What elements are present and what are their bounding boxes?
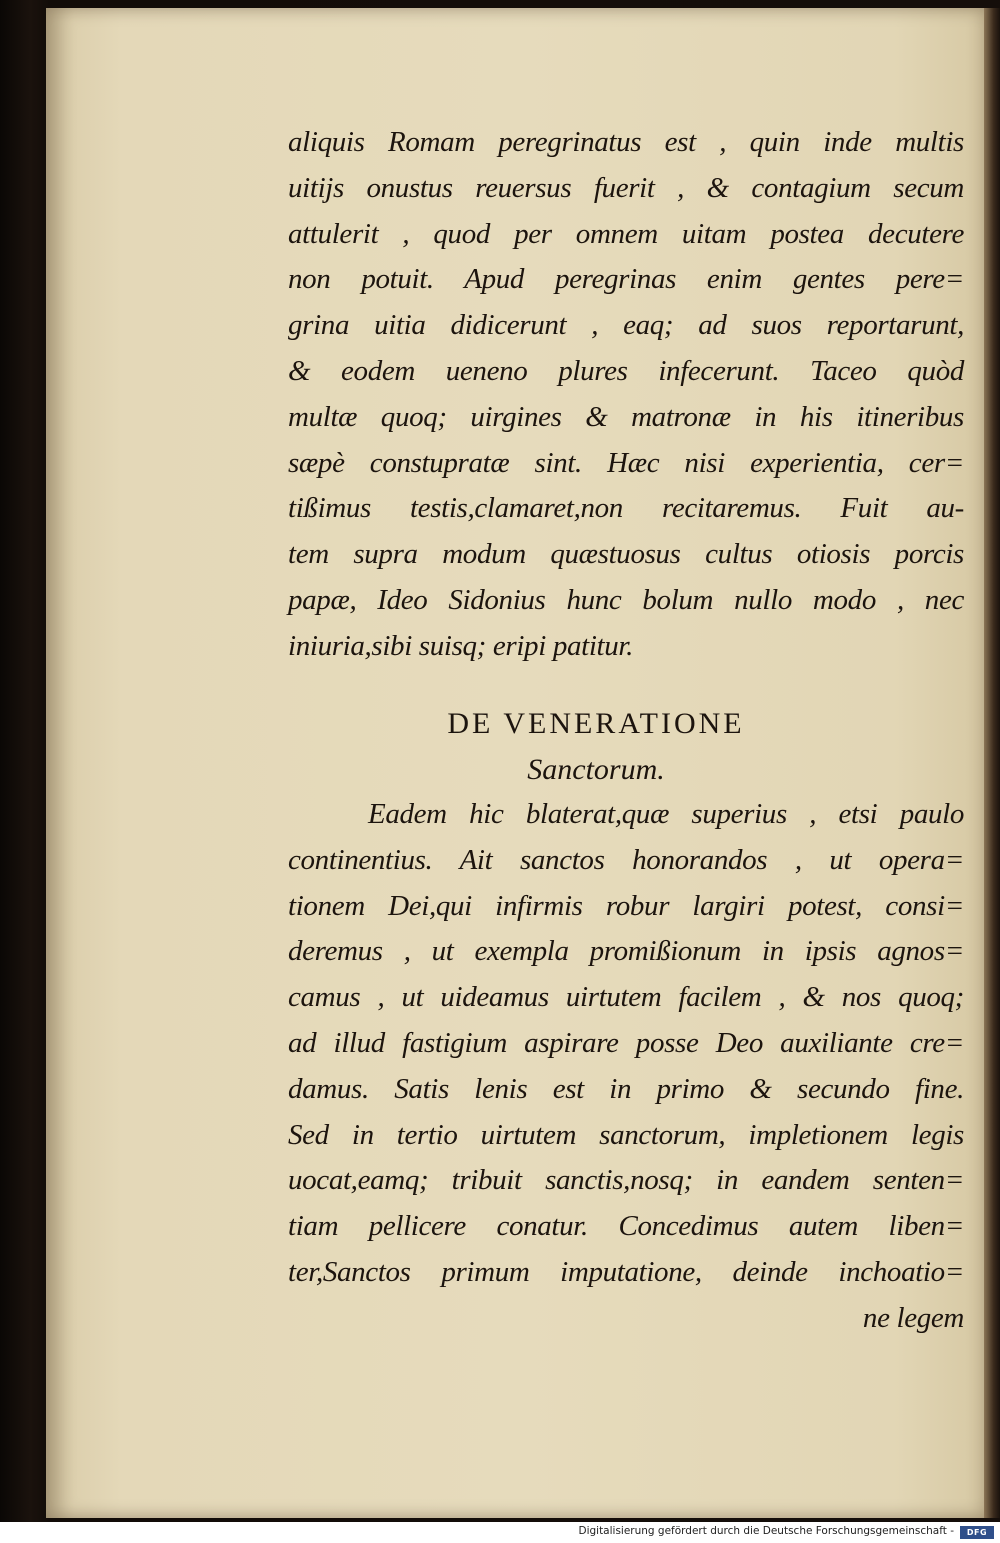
text-line: non potuit. Apud peregrinas enim gentes pere= — [288, 263, 964, 296]
text-line: aliquis Romam peregrinatus est , quin inde multis — [288, 126, 964, 158]
text-line: uocat,eamq; tribuit sanctis,nosq; in eandem senten= — [288, 1164, 964, 1197]
text-line: ad illud fastigium aspirare posse Deo auxiliante cre= — [288, 1026, 964, 1059]
text-line: iniuria,sibi suisq; eripi patitur. — [288, 629, 634, 662]
text-line: grina uitia didicerunt , eaq; ad suos reportarunt, — [288, 309, 964, 342]
heading-subtitle: Sanctorum. — [527, 753, 665, 786]
text-line: papæ, Ideo Sidonius hunc bolum nullo modo , nec — [288, 583, 964, 616]
catchword: ne legem — [862, 1301, 964, 1334]
text-line: tem supra modum quæstuosus cultus otiosis porcis — [288, 538, 964, 571]
text-line: Eadem hic blaterat,quæ superius , etsi paulo — [368, 798, 964, 830]
text-line: sæpè constupratæ sint. Hæc nisi experientia, cer= — [288, 446, 964, 479]
text-line: continentius. Ait sanctos honorandos , ut opera= — [288, 843, 964, 876]
text-line: deremus , ut exempla promißionum in ipsis agnos= — [288, 935, 964, 968]
text-line: Sed in tertio uirtutem sanctorum, impletionem legis — [288, 1118, 964, 1151]
text-line: multæ quoq; uirgines & matronæ in his itineribus — [288, 400, 964, 433]
text-line: & eodem ueneno plures infecerunt. Taceo quòd — [288, 354, 964, 387]
text-line: attulerit , quod per omnem uitam postea decutere — [288, 217, 964, 250]
text-line: camus , ut uideamus uirtutem facilem , & nos quoq; — [288, 981, 964, 1014]
text-line: ter,Sanctos primum imputatione, deinde inchoatio= — [288, 1255, 964, 1288]
bottom-paragraph — [288, 792, 964, 1342]
footer-credit: Digitalisierung gefördert durch die Deutsche Forschungsgemeinschaft - — [578, 1525, 954, 1537]
footer-bar — [0, 1522, 1000, 1543]
page-edge — [984, 8, 1000, 1518]
text-line: tiam pellicere conatur. Concedimus autem liben= — [288, 1210, 964, 1243]
text-line: damus. Satis lenis est in primo & secundo fine. — [288, 1072, 964, 1105]
text-line: uitijs onustus reuersus fuerit , & contagium secum — [288, 171, 964, 204]
top-paragraph — [288, 120, 964, 670]
text-line: tißimus testis,clamaret,non recitaremus. Fuit au- — [288, 492, 964, 525]
text-line: tionem Dei,qui infirmis robur largiri potest, consi= — [288, 889, 964, 922]
heading-title: DE VENERATIONE — [447, 707, 745, 740]
dfg-logo-icon: DFG — [960, 1526, 994, 1539]
section-heading — [288, 700, 964, 792]
